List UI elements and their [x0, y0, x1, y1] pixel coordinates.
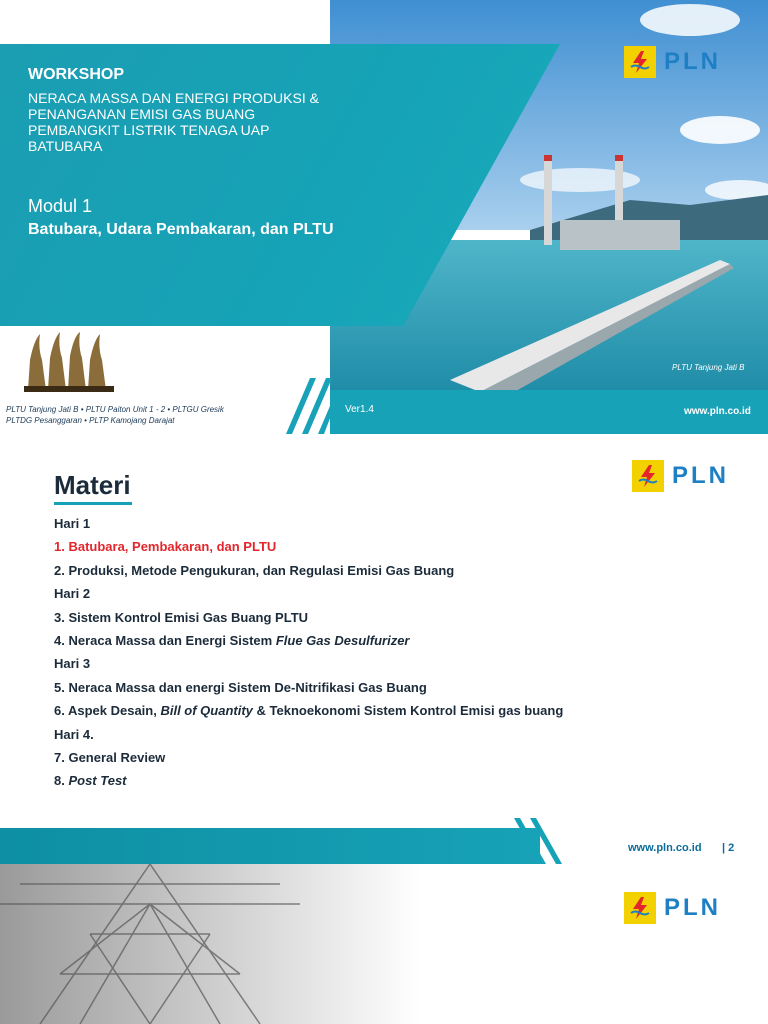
awards-plants-text	[6, 404, 224, 426]
website-link[interactable]: www.pln.co.id	[684, 406, 751, 417]
agenda-item-active: 1. Batubara, Pembakaran, dan PLTU	[54, 539, 277, 555]
agenda-day-heading: Hari 4.	[54, 726, 94, 742]
lightning-icon	[624, 892, 656, 924]
agenda-item: 7. General Review	[54, 749, 166, 765]
pln-logo-text: PLN	[664, 894, 721, 921]
title-underline	[54, 502, 132, 505]
agenda-slide	[0, 444, 768, 864]
pln-logo	[624, 46, 721, 78]
photo-caption: PLTU Tanjung Jati B	[672, 363, 745, 372]
agenda-day-heading: Hari 3	[54, 656, 91, 672]
website-link[interactable]: www.pln.co.id	[628, 842, 702, 854]
agenda-italic-text: Flue Gas Desulfurizer	[275, 632, 410, 648]
agenda-text: 6. Aspek Desain,	[54, 703, 161, 719]
agenda-italic-text: Post Test	[68, 773, 127, 789]
agenda-item	[54, 629, 674, 652]
awards-line: PLTU Tanjung Jati B • PLTU Paiton Unit 1 - 2 • PLTGU Gresik	[6, 405, 224, 414]
agenda-text: 8.	[54, 773, 69, 789]
agenda-day-heading: Hari 1	[54, 516, 91, 531]
pln-logo-text: PLN	[672, 462, 729, 489]
section-slide	[0, 864, 768, 1024]
agenda-list	[54, 512, 674, 793]
agenda-italic-text: Bill of Quantity	[160, 703, 253, 719]
workshop-label: WORKSHOP	[28, 66, 124, 83]
subtitle-line: PEMBANGKIT LISTRIK TENAGA UAP	[28, 122, 270, 138]
subtitle-line: PENANGANAN EMISI GAS BUANG	[28, 106, 256, 122]
agenda-item: 3. Sistem Kontrol Emisi Gas Buang PLTU	[54, 609, 309, 625]
version-label: Ver1.4	[345, 404, 374, 415]
cover-slide	[0, 0, 768, 434]
module-title: Batubara, Udara Pembakaran, dan PLTU	[28, 221, 334, 238]
module-number: Modul 1	[28, 196, 93, 216]
subtitle-line: BATUBARA	[28, 138, 103, 154]
agenda-item: 5. Neraca Massa dan energi Sistem De-Nitrifikasi Gas Buang	[54, 679, 427, 695]
transmission-tower-image	[0, 864, 420, 1024]
pln-logo-text: PLN	[664, 48, 721, 75]
pln-logo	[632, 460, 729, 492]
page-number: | 2	[722, 842, 735, 854]
subtitle-line: NERACA MASSA DAN ENERGI PRODUKSI &	[28, 90, 319, 106]
page-title: Materi	[54, 470, 131, 500]
lightning-icon	[632, 460, 664, 492]
workshop-subtitle	[28, 90, 398, 154]
agenda-item: 2. Produksi, Metode Pengukuran, dan Regulasi Emisi Gas Buang	[54, 562, 455, 578]
agenda-text: & Teknoekonomi Sistem Kontrol Emisi gas buang	[252, 703, 564, 719]
pln-logo	[624, 892, 721, 924]
lightning-icon	[624, 46, 656, 78]
awards-trophies-image	[20, 330, 120, 392]
agenda-item	[54, 769, 674, 792]
awards-line: PLTDG Pesanggaran • PLTP Kamojang Darajat	[6, 416, 175, 425]
decorative-stripes	[510, 818, 570, 864]
agenda-item	[54, 699, 674, 722]
decorative-stripes	[280, 370, 340, 434]
agenda-text: 4. Neraca Massa dan Energi Sistem	[54, 632, 276, 648]
agenda-day-heading: Hari 2	[54, 586, 91, 602]
footer-band	[0, 828, 540, 864]
